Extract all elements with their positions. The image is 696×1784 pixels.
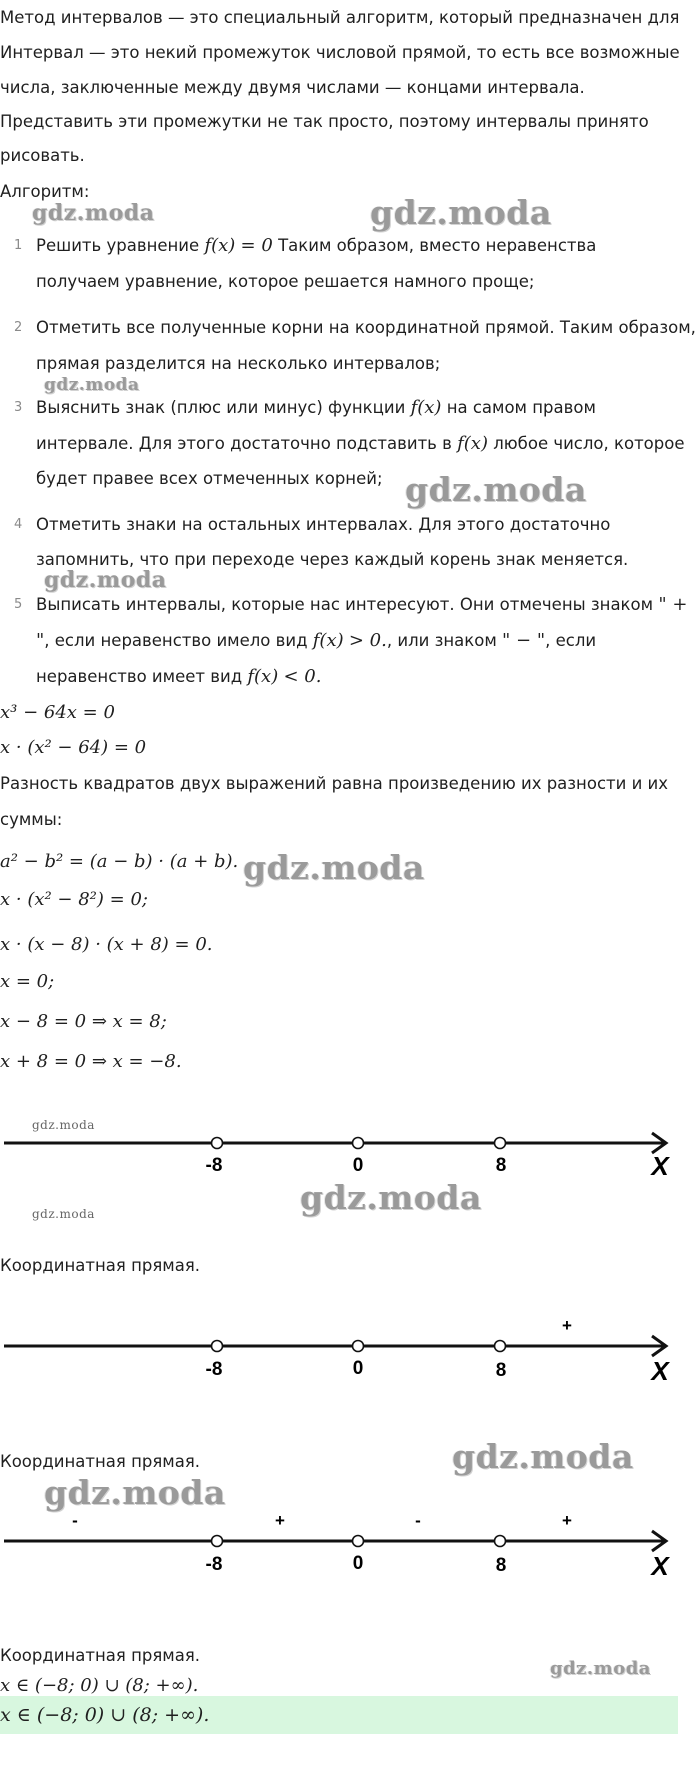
math-lt-zero: < 0.: [283, 666, 322, 687]
solution-text: суммы:: [0, 810, 63, 829]
tick-label: 8: [495, 1155, 507, 1176]
watermark: gdz.moda: [370, 193, 552, 232]
tick-label: -8: [205, 1554, 223, 1575]
tick-label: 0: [352, 1155, 364, 1176]
intro-line-5: рисовать.: [0, 146, 85, 165]
math-quote: ": [36, 630, 45, 651]
sign-label: -: [415, 1511, 421, 1530]
point-marker: [353, 1536, 364, 1547]
watermark: gdz.moda: [452, 1437, 634, 1476]
equation: x + 8 = 0 ⇒ x = −8.: [0, 1051, 182, 1072]
math-plus-quote: " +: [658, 594, 688, 615]
tick-label: 0: [352, 1358, 364, 1379]
point-marker: [495, 1536, 506, 1547]
number-line: [0, 1505, 680, 1585]
sign-label: +: [562, 1316, 572, 1335]
equation: a² − b² = (a − b) · (a + b).: [0, 851, 239, 872]
intro-line-1: Метод интервалов — это специальный алгоритм, который предназначен для: [0, 8, 680, 27]
tick-label: 0: [352, 1553, 364, 1574]
step-number: 5: [14, 597, 23, 612]
watermark: gdz.moda: [405, 470, 587, 509]
watermark: gdz.moda: [44, 567, 167, 593]
watermark: gdz.moda: [243, 848, 425, 887]
point-marker: [495, 1341, 506, 1352]
answer-final: x ∈ (−8; 0) ∪ (8; +∞).: [0, 1704, 210, 1726]
watermark: gdz.moda: [32, 1207, 95, 1221]
step-text: интервале. Для этого достаточно подставить в: [36, 434, 452, 453]
step-text: , если: [545, 631, 597, 650]
watermark: gdz.moda: [32, 1118, 95, 1132]
equation: x − 8 = 0 ⇒ x = 8;: [0, 1011, 167, 1032]
axis-variable: X: [651, 1551, 669, 1581]
step-text: на самом правом: [446, 398, 596, 417]
step-text: Отметить все полученные корни на координатной прямой. Таким образом,: [36, 318, 696, 337]
equation: x · (x² − 8²) = 0;: [0, 889, 148, 910]
step-text: Решить уравнение: [36, 236, 200, 255]
equation: x = 0;: [0, 971, 55, 992]
step-text: Выяснить знак (плюс или минус) функции: [36, 398, 406, 417]
math-fx: f(x): [204, 235, 236, 256]
sign-label: +: [275, 1511, 285, 1530]
tick-label: -8: [205, 1359, 223, 1380]
step-3-line-2: [36, 434, 685, 454]
step-text: получаем уравнение, которое решается намного проще;: [36, 272, 535, 291]
step-number: 3: [14, 400, 23, 415]
step-number: 2: [14, 320, 23, 335]
sign-label: -: [72, 1511, 78, 1530]
step-text: Таким образом, вместо неравенства: [278, 236, 597, 255]
point-marker: [212, 1341, 223, 1352]
step-text: Отметить знаки на остальных интервалах. Для этого достаточно: [36, 515, 611, 534]
step-5-line-1: [36, 595, 687, 615]
step-text: прямая разделится на несколько интервалов;: [36, 354, 441, 373]
step-5-line-2: [36, 631, 596, 651]
step-3-line-1: [36, 398, 596, 418]
math-fx: f(x): [247, 666, 279, 687]
axis-variable: X: [651, 1356, 669, 1386]
point-marker: [212, 1138, 223, 1149]
caption: Координатная прямая.: [0, 1256, 201, 1275]
watermark: gdz.moda: [32, 200, 155, 226]
math-fx: f(x): [312, 630, 344, 651]
step-text: , если неравенство имело вид: [44, 631, 308, 650]
equation: x · (x − 8) · (x + 8) = 0.: [0, 934, 213, 955]
watermark: gdz.moda: [550, 1658, 651, 1679]
intro-line-3: числа, заключенные между двумя числами — концами интервала.: [0, 78, 585, 97]
tick-label: 8: [495, 1555, 507, 1576]
intro-line-2: Интервал — это некий промежуток числовой прямой, то есть все возможные: [0, 43, 680, 62]
step-number: 1: [14, 238, 23, 253]
point-marker: [353, 1341, 364, 1352]
watermark: gdz.moda: [300, 1178, 482, 1217]
point-marker: [353, 1138, 364, 1149]
step-text: , или знаком: [386, 631, 497, 650]
tick-label: 8: [495, 1360, 507, 1381]
math-eq-zero: = 0: [240, 235, 273, 256]
step-text: будет правее всех отмеченных корней;: [36, 469, 383, 488]
caption: Координатная прямая.: [0, 1452, 201, 1471]
tick-label: -8: [205, 1155, 223, 1176]
watermark: gdz.moda: [44, 1473, 226, 1512]
math-fx: f(x): [410, 397, 442, 418]
math-gt-zero: > 0.: [348, 630, 387, 651]
number-line: [0, 1125, 680, 1185]
sign-label: +: [562, 1511, 572, 1530]
step-5-line-3: [36, 667, 321, 687]
math-minus-quote: " − ": [502, 630, 546, 651]
step-text: Выписать интервалы, которые нас интересуют. Они отмечены знаком: [36, 595, 654, 614]
step-number: 4: [14, 517, 23, 532]
point-marker: [212, 1536, 223, 1547]
math-fx: f(x): [457, 433, 488, 454]
caption: Координатная прямая.: [0, 1646, 201, 1665]
point-marker: [495, 1138, 506, 1149]
number-line: [0, 1310, 680, 1390]
step-1-line-1: [36, 236, 596, 256]
equation: x · (x² − 64) = 0: [0, 737, 147, 758]
solution-text: Разность квадратов двух выражений равна произведению их разности и их: [0, 774, 669, 793]
step-text: неравенство имеет вид: [36, 667, 243, 686]
answer-line: x ∈ (−8; 0) ∪ (8; +∞).: [0, 1675, 199, 1696]
watermark: gdz.moda: [44, 375, 140, 395]
step-text: любое число, которое: [493, 434, 685, 453]
axis-variable: X: [651, 1151, 669, 1181]
equation: x³ − 64x = 0: [0, 702, 115, 723]
step-text: запомнить, что при переходе через каждый корень знак меняется.: [36, 550, 629, 569]
algorithm-label: Алгоритм:: [0, 182, 90, 201]
intro-line-4: Представить эти промежутки не так просто, поэтому интервалы принято: [0, 112, 649, 131]
